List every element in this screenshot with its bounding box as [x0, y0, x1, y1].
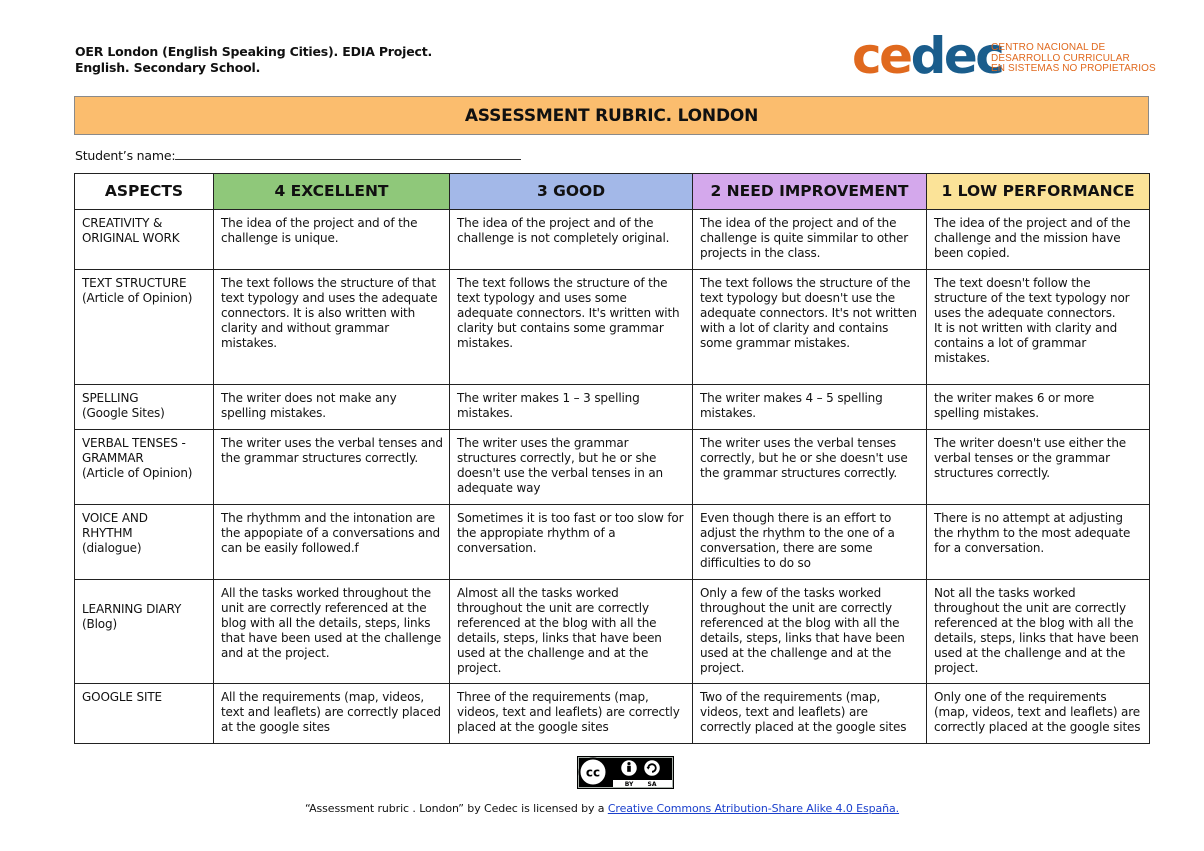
cell-need-improvement: Even though there is an effort to adjust the rhythm to the one of a conversation, there are some difficulties to do so	[693, 505, 927, 580]
table-row	[75, 684, 1150, 744]
cell-good: The writer makes 1 – 3 spelling mistakes.	[450, 385, 693, 430]
student-name-field[interactable]	[75, 148, 521, 163]
cedec-logo-word: cedec	[852, 27, 1003, 85]
cell-need-improvement: The writer makes 4 – 5 spelling mistakes.	[693, 385, 927, 430]
table-row	[75, 385, 1150, 430]
cell-need-improvement: Only a few of the tasks worked throughout the unit are correctly referenced at the blog with all the details, steps, links that have been used at the challenge and at the project.	[693, 580, 927, 684]
cell-low-performance: There is no attempt at adjusting the rhythm to the most adequate for a conversation.	[927, 505, 1150, 580]
col-header-good: 3 GOOD	[450, 174, 693, 210]
cell-excellent: All the requirements (map, videos, text and leaflets) are correctly placed at the google sites	[214, 684, 450, 744]
cell-good: The writer uses the grammar structures correctly, but he or she doesn't use the verbal tenses in an adequate way	[450, 430, 693, 505]
student-name-line	[175, 148, 521, 160]
cell-need-improvement: The writer uses the verbal tenses correctly, but he or she doesn't use the grammar structures correctly.	[693, 430, 927, 505]
aspect-cell: CREATIVITY & ORIGINAL WORK	[75, 210, 214, 270]
cell-excellent: The rhythmm and the intonation are the appopiate of a conversations and can be easily followed.f	[214, 505, 450, 580]
cell-good: Sometimes it is too fast or too slow for the appropiate rhythm of a conversation.	[450, 505, 693, 580]
cell-good: The idea of the project and of the challenge is not completely original.	[450, 210, 693, 270]
license-footer	[0, 802, 1204, 815]
col-header-excellent: 4 EXCELLENT	[214, 174, 450, 210]
cell-excellent: The idea of the project and of the challenge is unique.	[214, 210, 450, 270]
cedec-logo	[852, 27, 1156, 85]
license-link[interactable]: Creative Commons Atribution-Share Alike 4.0 España.	[607, 802, 900, 815]
license-text: “Assessment rubric . London” by Cedec is licensed by a	[304, 802, 608, 815]
rubric-header-row	[75, 174, 1150, 210]
cc-by-sa-badge-icon[interactable]	[577, 756, 674, 789]
table-row	[75, 430, 1150, 505]
student-name-label: Student’s name:	[75, 148, 176, 163]
header-line-2: English. Secondary School.	[75, 60, 261, 75]
cell-low-performance: Only one of the requirements (map, videos, text and leaflets) are correctly placed at the google sites	[927, 684, 1150, 744]
cell-good: Almost all the tasks worked throughout the unit are correctly referenced at the blog with all the details, steps, links that have been used at the challenge and at the project.	[450, 580, 693, 684]
cell-need-improvement: Two of the requirements (map, videos, text and leaflets) are correctly placed at the google sites	[693, 684, 927, 744]
cell-low-performance: The idea of the project and of the challenge and the mission have been copied.	[927, 210, 1150, 270]
cell-low-performance: The writer doesn't use either the verbal tenses or the grammar structures correctly.	[927, 430, 1150, 505]
aspect-cell: VOICE AND RHYTHM (dialogue)	[75, 505, 214, 580]
table-row	[75, 270, 1150, 385]
cell-low-performance: the writer makes 6 or more spelling mistakes.	[927, 385, 1150, 430]
cell-low-performance: Not all the tasks worked throughout the unit are correctly referenced at the blog with all the details, steps, links that have been used at the challenge and at the project.	[927, 580, 1150, 684]
aspect-cell: TEXT STRUCTURE (Article of Opinion)	[75, 270, 214, 385]
col-header-aspects: ASPECTS	[75, 174, 214, 210]
document-header	[75, 44, 432, 76]
table-row	[75, 210, 1150, 270]
col-header-need-improvement: 2 NEED IMPROVEMENT	[693, 174, 927, 210]
table-row	[75, 505, 1150, 580]
aspect-cell: VERBAL TENSES - GRAMMAR (Article of Opinion)	[75, 430, 214, 505]
cell-low-performance: The text doesn't follow the structure of the text typology nor uses the adequate connectors. It is not written with clarity and contains a lot of grammar mistakes.	[927, 270, 1150, 385]
rubric-table	[74, 173, 1150, 744]
badge-sa-label: SA	[647, 781, 657, 789]
cedec-logo-subtitle: CENTRO NACIONAL DE DESARROLLO CURRICULAR EN SISTEMAS NO PROPIETARIOS	[991, 42, 1156, 74]
cell-good: Three of the requirements (map, videos, text and leaflets) are correctly placed at the google sites	[450, 684, 693, 744]
badge-by-label: BY	[624, 781, 634, 789]
cell-good: The text follows the structure of the text typology and uses some adequate connectors. It's written with clarity but contains some grammar mistakes.	[450, 270, 693, 385]
aspect-cell: GOOGLE SITE	[75, 684, 214, 744]
cell-need-improvement: The idea of the project and of the challenge is quite simmilar to other projects in the class.	[693, 210, 927, 270]
table-row	[75, 580, 1150, 684]
cell-excellent: All the tasks worked throughout the unit are correctly referenced at the blog with all the details, steps, links that have been used at the challenge and at the project.	[214, 580, 450, 684]
cell-excellent: The writer does not make any spelling mistakes.	[214, 385, 450, 430]
cell-excellent: The writer uses the verbal tenses and the grammar structures correctly.	[214, 430, 450, 505]
aspect-cell: SPELLING (Google Sites)	[75, 385, 214, 430]
rubric-title: ASSESSMENT RUBRIC. LONDON	[74, 96, 1149, 135]
cell-need-improvement: The text follows the structure of the text typology but doesn't use the adequate connectors. It's not written with a lot of clarity and contains some grammar mistakes.	[693, 270, 927, 385]
svg-text:cc: cc	[585, 765, 601, 780]
aspect-cell: LEARNING DIARY (Blog)	[75, 580, 214, 684]
header-line-1: OER London (English Speaking Cities). EDIA Project.	[75, 44, 433, 59]
col-header-low-performance: 1 LOW PERFORMANCE	[927, 174, 1150, 210]
cell-excellent: The text follows the structure of that text typology and uses the adequate connectors. It is also written with clarity and without grammar mistakes.	[214, 270, 450, 385]
